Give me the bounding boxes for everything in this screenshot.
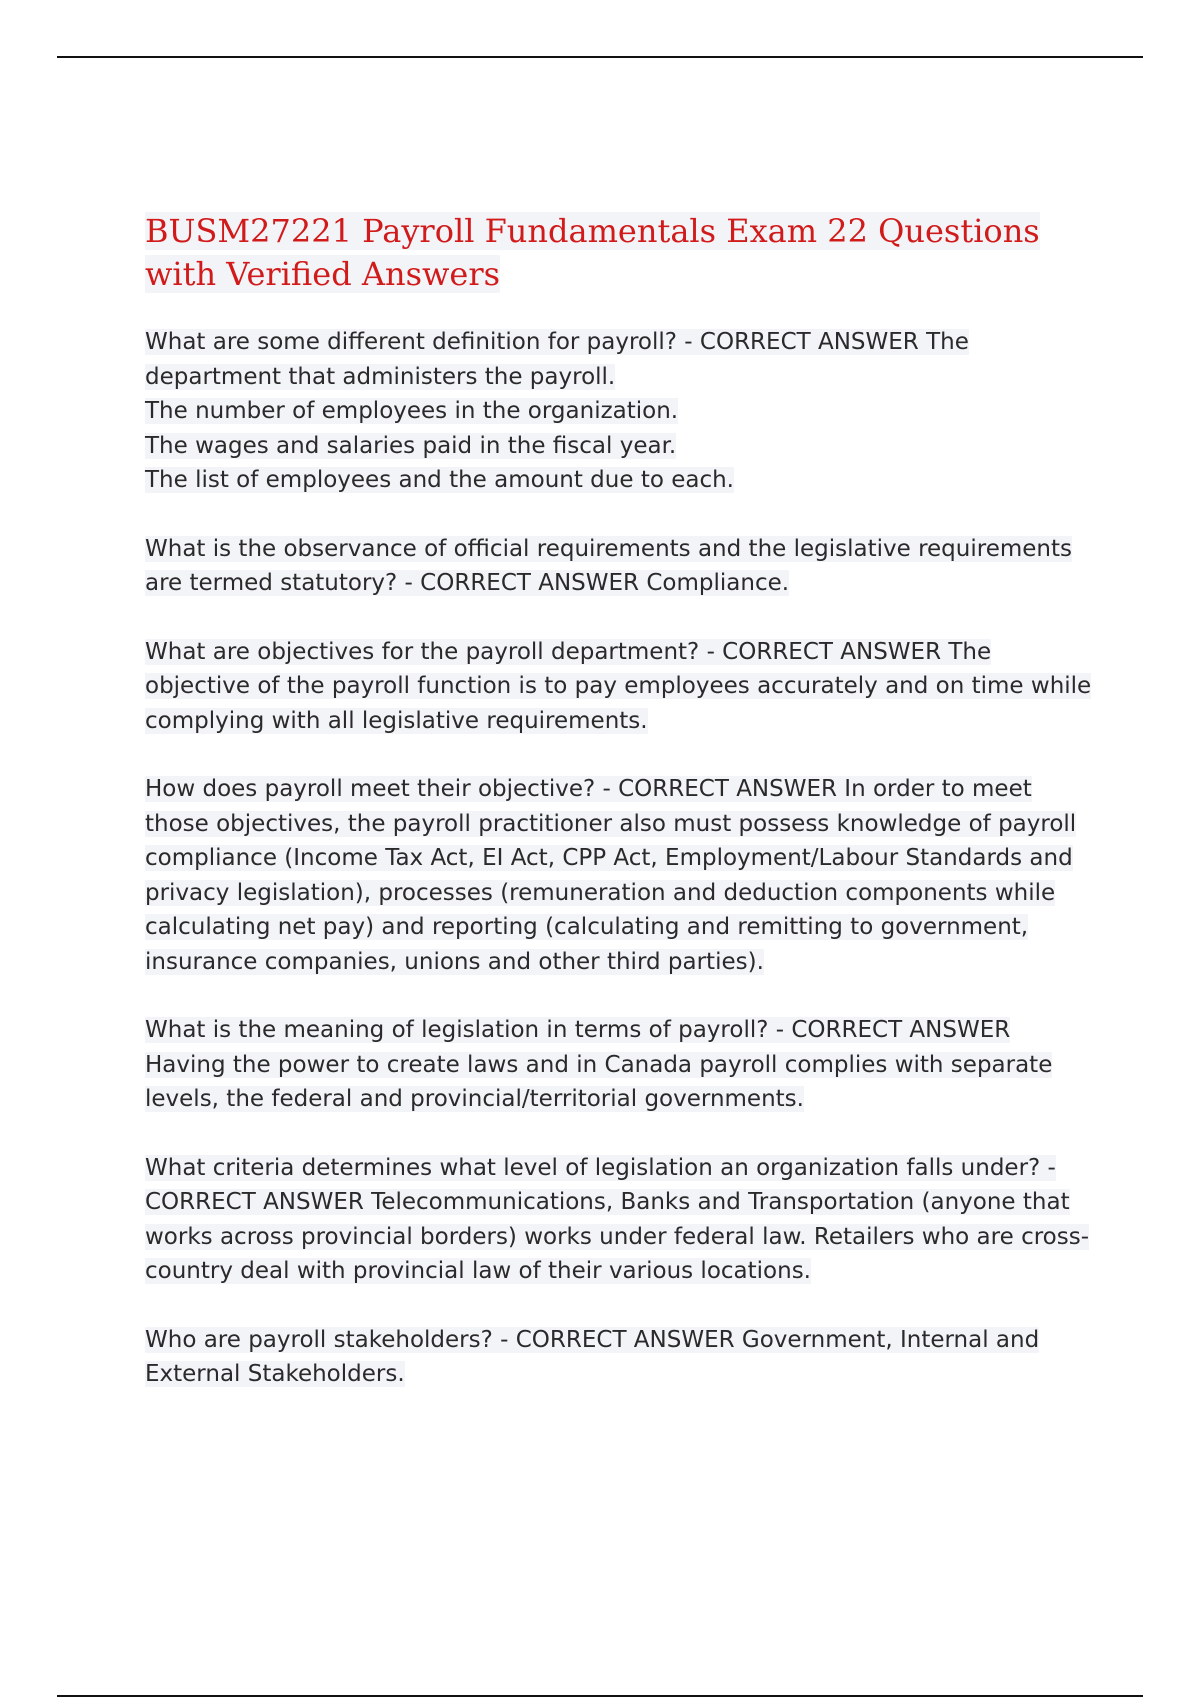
qa-entry-3: What are objectives for the payroll department? - CORRECT ANSWER The objective of the payroll function is to pay employees accurately and on time while complying with all legislative requirements. (145, 638, 1092, 734)
footer-rule (57, 1695, 1143, 1697)
header-rule (57, 56, 1143, 58)
qa-entry-1: What are some different definition for payroll? - CORRECT ANSWER The department that administers the payroll. The number of employees in the organization. The wages and salaries paid in the fiscal year. The list of employees and the amount due to each. (145, 329, 969, 493)
qa-entry-5: What is the meaning of legislation in terms of payroll? - CORRECT ANSWER Having the power to create laws and in Canada payroll complies with separate levels, the federal and provincial/territorial governments. (145, 1017, 1053, 1112)
qa-entry-2: What is the observance of official requirements and the legislative requirements are termed statutory? - CORRECT ANSWER Compliance. (145, 535, 1072, 596)
qa-entry-7: Who are payroll stakeholders? - CORRECT ANSWER Government, Internal and External Stakeholders. (145, 1326, 1040, 1387)
qa-entry-4: How does payroll meet their objective? - CORRECT ANSWER In order to meet those objectives, the payroll practitioner also must possess knowledge of payroll compliance (Income Tax Act, EI Act, CPP Act, Employment/Labour Standards and privacy legislation), processes (remuneration and deduction components while calculating net pay) and reporting (calculating and remitting to government, insurance companies, unions and other third parties). (145, 776, 1077, 975)
qa-entry-6: What criteria determines what level of legislation an organization falls under? - CORRECT ANSWER Telecommunications, Banks and Transportation (anyone that works across provincial borders) works under federal law. Retailers who are cross-country deal with provincial law of their various locations. (145, 1154, 1089, 1284)
document-body (145, 210, 1095, 1426)
document-title: BUSM27221 Payroll Fundamentals Exam 22 Questions with Verified Answers (145, 212, 1040, 293)
